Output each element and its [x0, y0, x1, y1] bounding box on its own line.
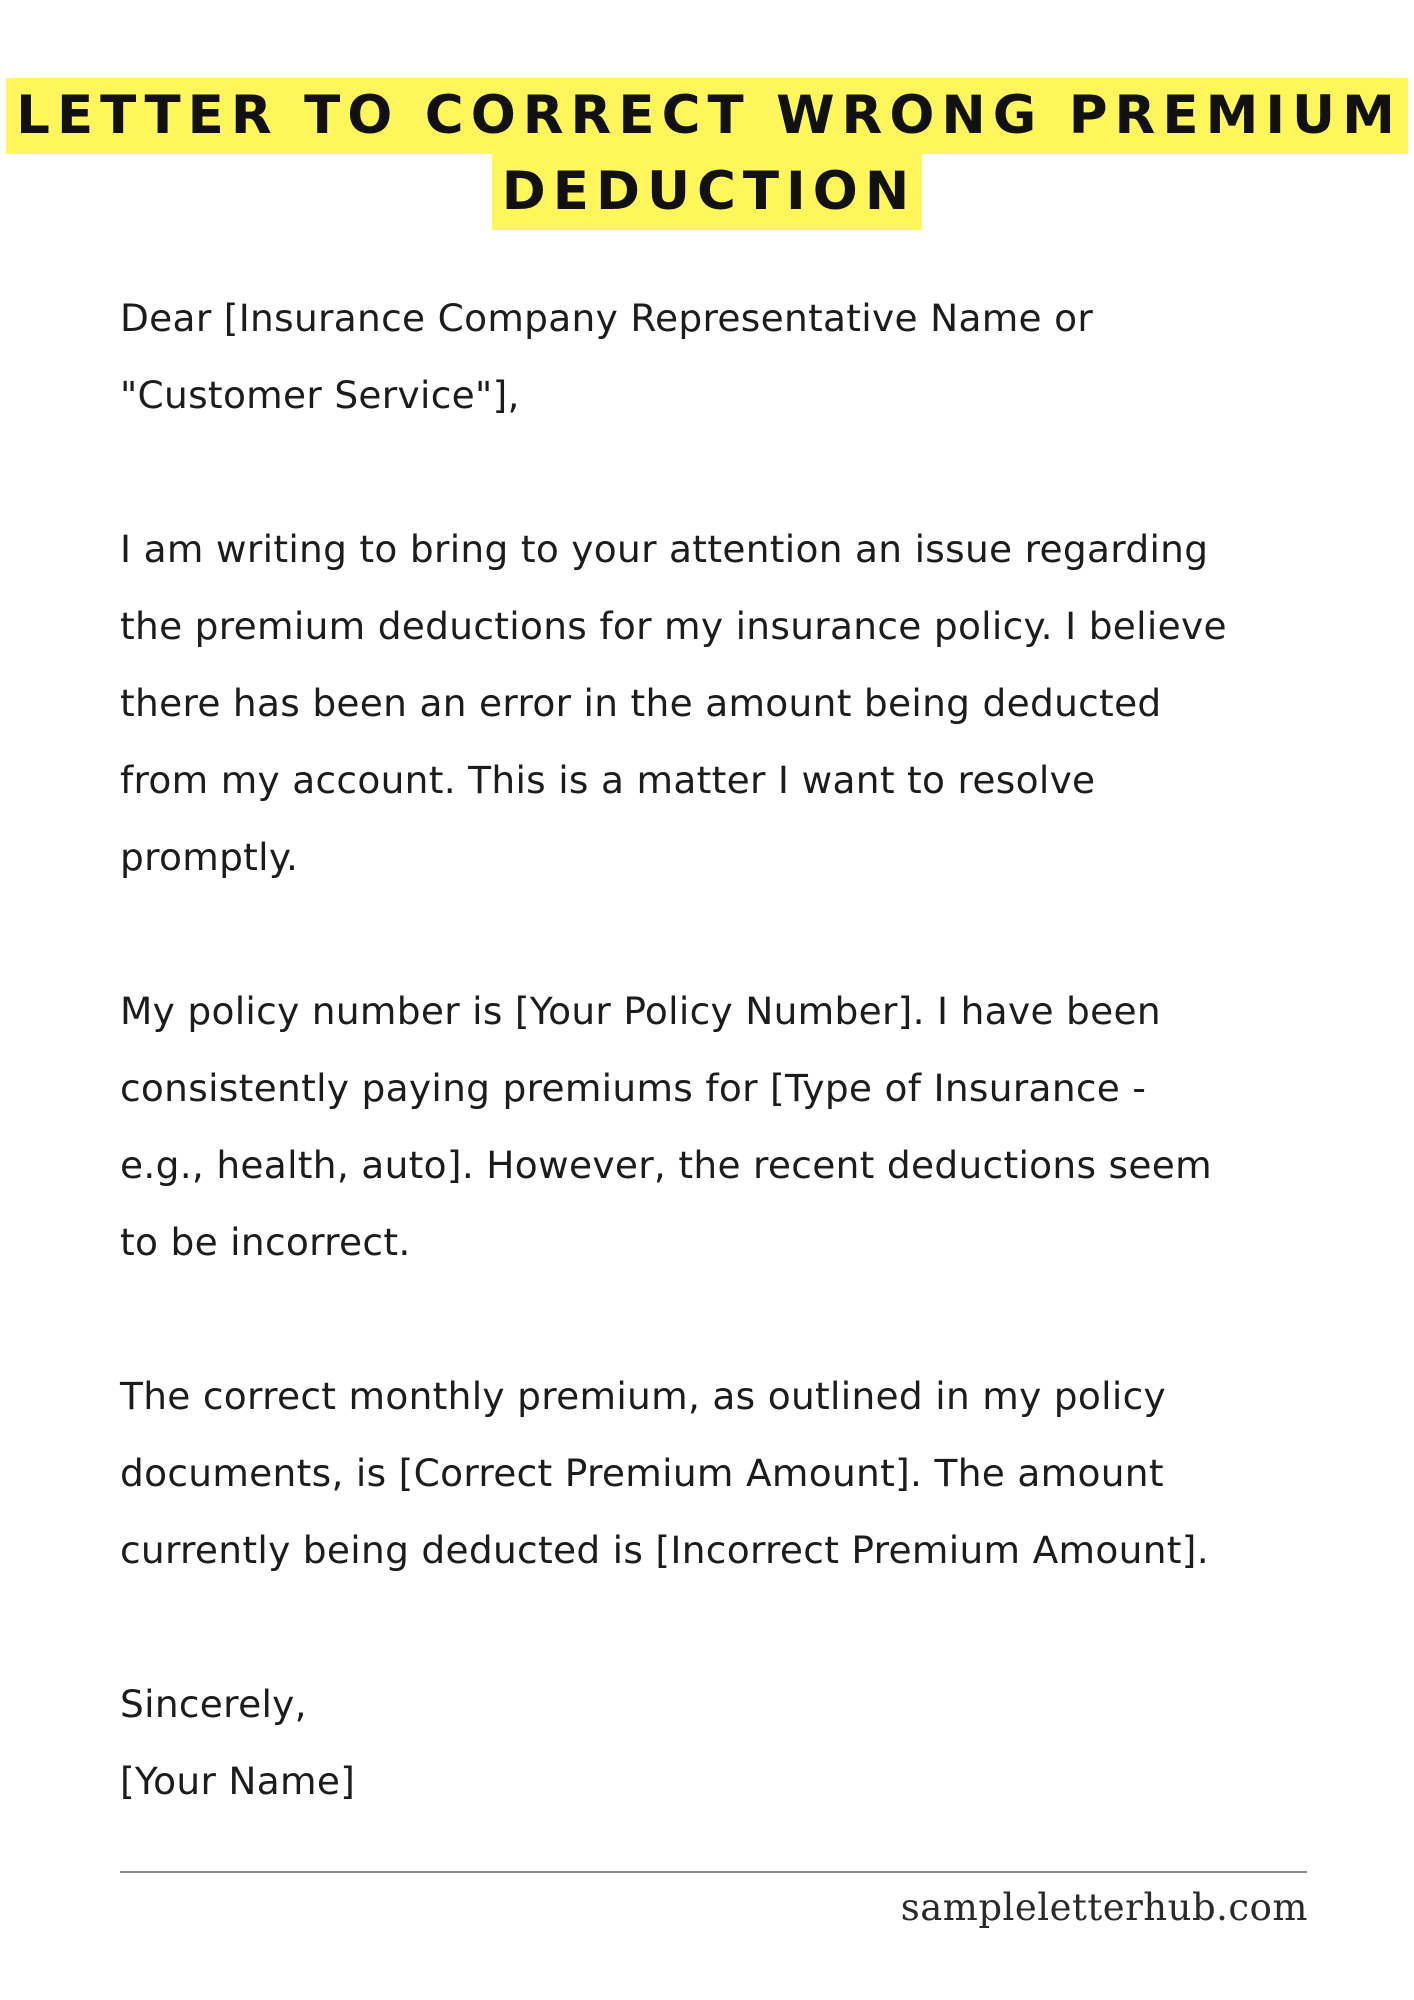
paragraph-line: I am writing to bring to your attention an issue regarding: [120, 527, 1209, 571]
title-line-2: DEDUCTION: [492, 154, 922, 230]
paragraph-line: from my account. This is a matter I want to resolve: [120, 758, 1096, 802]
paragraph-line: The correct monthly premium, as outlined in my policy: [120, 1374, 1166, 1418]
footer-divider: [120, 1871, 1307, 1873]
paragraph-amounts: [120, 1358, 1360, 1589]
paragraph-line: promptly.: [120, 835, 299, 879]
paragraph-line: e.g., health, auto]. However, the recent deductions seem: [120, 1143, 1212, 1187]
title-line-1: LETTER TO CORRECT WRONG PREMIUM: [6, 78, 1408, 154]
letter-title: [0, 78, 1414, 230]
paragraph-policy: [120, 973, 1360, 1281]
paragraph-line: consistently paying premiums for [Type of Insurance -: [120, 1066, 1147, 1110]
closing-text: Sincerely,: [120, 1682, 307, 1726]
paragraph-line: currently being deducted is [Incorrect Premium Amount].: [120, 1528, 1209, 1572]
paragraph-issue: [120, 511, 1360, 896]
paragraph-line: to be incorrect.: [120, 1220, 411, 1264]
signature-name: [Your Name]: [120, 1759, 356, 1803]
salutation-line: "Customer Service"],: [120, 373, 520, 417]
salutation: [120, 280, 1360, 434]
website-footer: sampleletterhub.com: [900, 1886, 1308, 1929]
paragraph-line: documents, is [Correct Premium Amount]. The amount: [120, 1451, 1164, 1495]
salutation-line: Dear [Insurance Company Representative Name or: [120, 296, 1094, 340]
paragraph-line: the premium deductions for my insurance policy. I believe: [120, 604, 1227, 648]
paragraph-line: My policy number is [Your Policy Number]. I have been: [120, 989, 1161, 1033]
letter-body: [120, 280, 1360, 1820]
paragraph-line: there has been an error in the amount being deducted: [120, 681, 1162, 725]
sign-off: [120, 1666, 1360, 1820]
